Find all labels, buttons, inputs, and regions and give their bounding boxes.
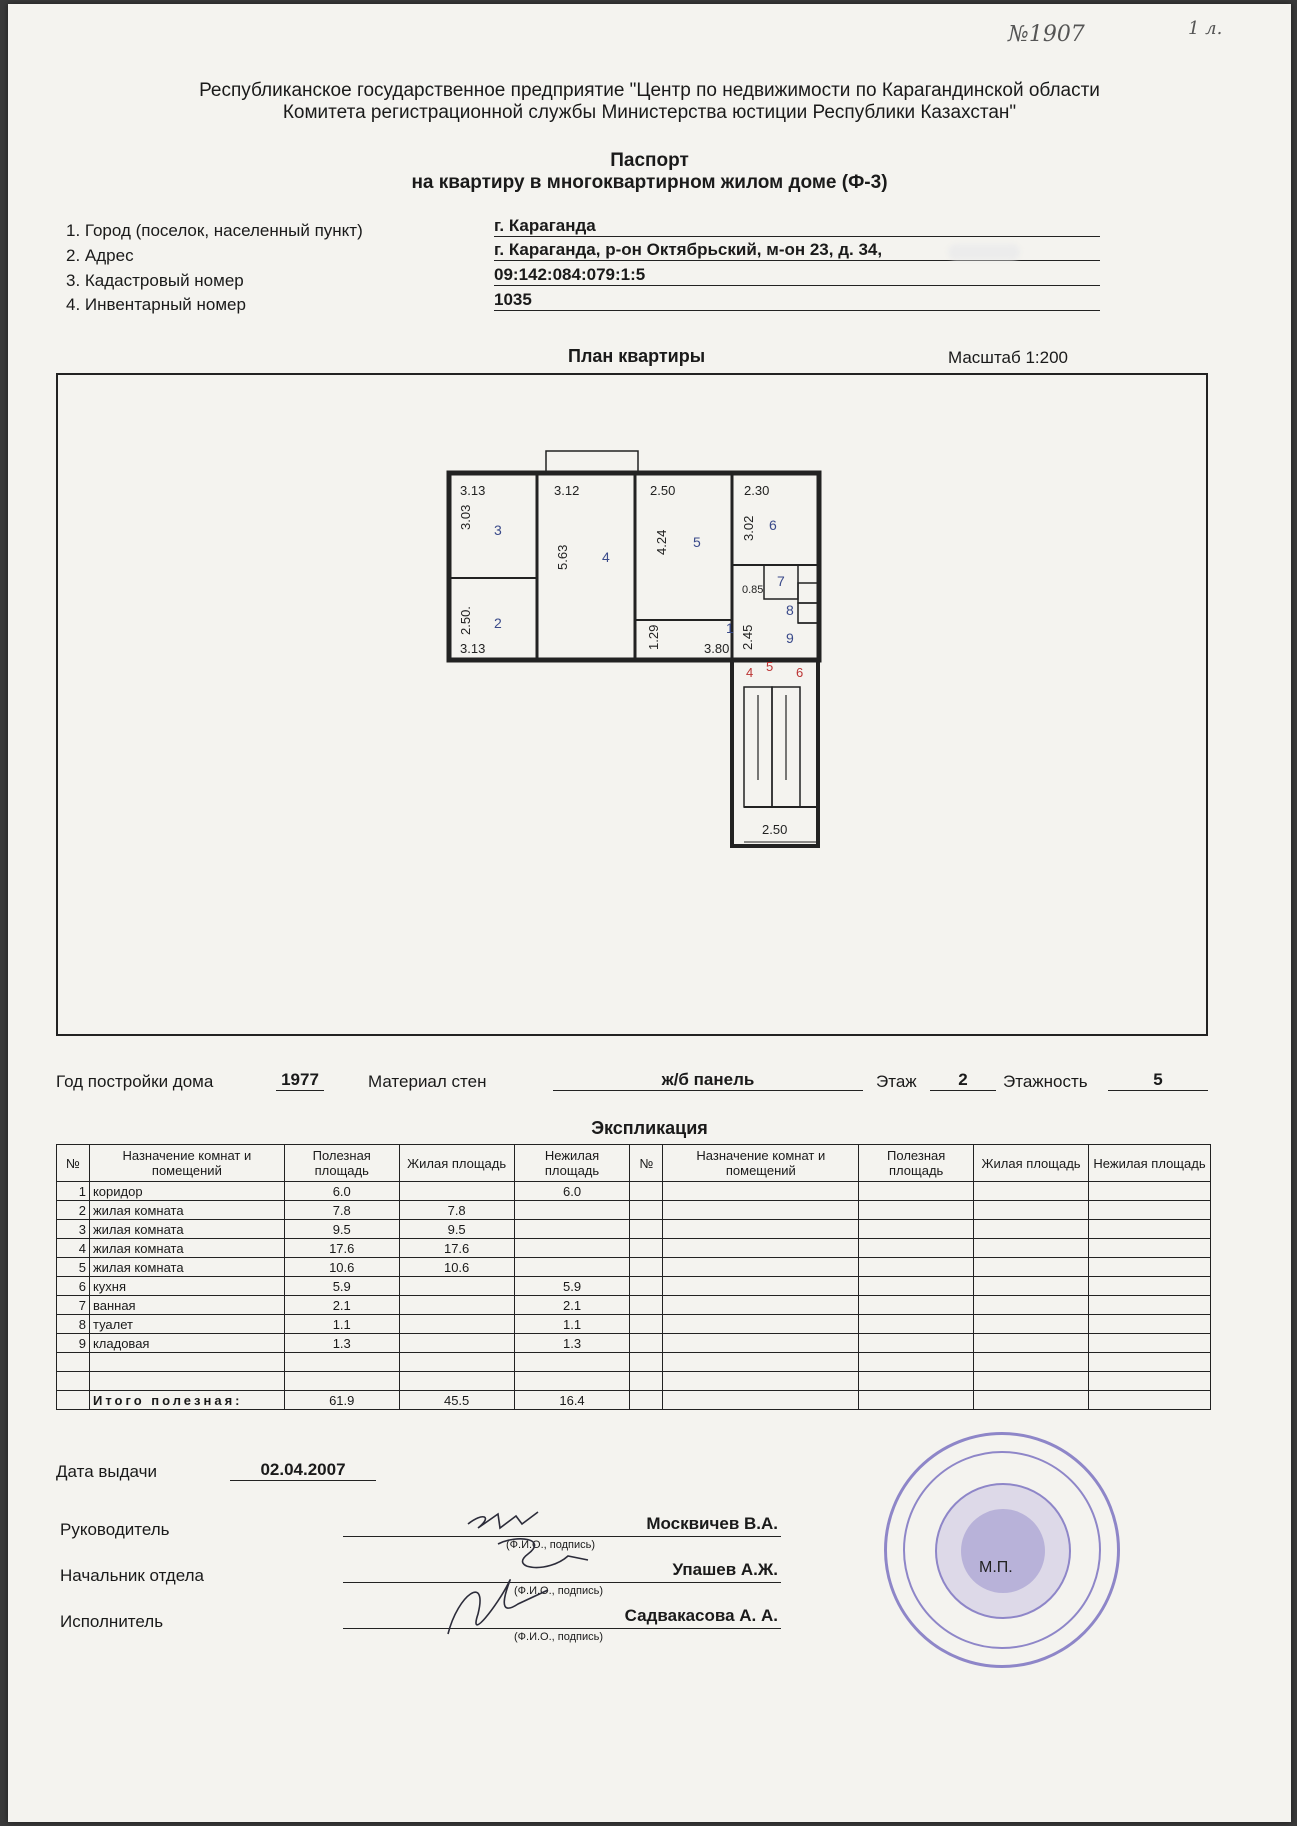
plan-dim: 1.29 — [646, 624, 661, 650]
plan-dim: 3.03 — [458, 504, 473, 530]
floors-value: 5 — [1108, 1070, 1208, 1091]
cell-useful: 1.1 — [284, 1315, 399, 1334]
signature-hint: (Ф.И.О., подпись) — [506, 1539, 596, 1551]
wall-label: Материал стен — [368, 1072, 487, 1091]
plan-scale: Масштаб 1:200 — [948, 348, 1068, 367]
cell-name: коридор — [89, 1182, 284, 1201]
cell-name: жилая комната — [89, 1239, 284, 1258]
cell-living: 9.5 — [399, 1220, 514, 1239]
cell-nonliving: 6.0 — [514, 1182, 630, 1201]
col-header: № — [57, 1145, 90, 1182]
col-header: Назначение комнат и помещений — [663, 1145, 859, 1182]
col-header: Нежилая площадь — [1089, 1145, 1211, 1182]
cell-living: 7.8 — [399, 1201, 514, 1220]
issue-date-label: Дата выдачи — [56, 1462, 157, 1481]
table-row — [57, 1296, 1211, 1315]
signature-role-head: Руководитель — [60, 1520, 170, 1539]
total-living: 45.5 — [399, 1391, 514, 1410]
table-row — [57, 1315, 1211, 1334]
cell-useful: 7.8 — [284, 1201, 399, 1220]
field-value-city: г. Караганда — [494, 216, 1100, 237]
cell-n: 8 — [57, 1315, 90, 1334]
cell-useful: 2.1 — [284, 1296, 399, 1315]
room-number: 1 — [726, 620, 734, 636]
wall-value: ж/б панель — [553, 1070, 863, 1091]
table-total-row — [57, 1391, 1211, 1410]
cell-useful: 5.9 — [284, 1277, 399, 1296]
cell-n: 6 — [57, 1277, 90, 1296]
field-value-address: г. Караганда, р-он Октябрьский, м-он 23, д. 34, — [494, 240, 1100, 261]
cell-name: туалет — [89, 1315, 284, 1334]
cell-name: ванная — [89, 1296, 284, 1315]
cell-n: 9 — [57, 1334, 90, 1353]
cell-living — [399, 1315, 514, 1334]
cell-name: кухня — [89, 1277, 284, 1296]
cell-useful: 17.6 — [284, 1239, 399, 1258]
cell-name: жилая комната — [89, 1220, 284, 1239]
plan-dim: 4.24 — [654, 529, 669, 555]
cell-n: 3 — [57, 1220, 90, 1239]
table-row — [57, 1277, 1211, 1296]
cell-useful: 10.6 — [284, 1258, 399, 1277]
cell-name: жилая комната — [89, 1258, 284, 1277]
signature-role-dept: Начальник отдела — [60, 1566, 204, 1585]
cell-n: 1 — [57, 1182, 90, 1201]
cell-name: жилая комната — [89, 1201, 284, 1220]
plan-dim: 2.50 — [762, 822, 788, 837]
cell-n: 4 — [57, 1239, 90, 1258]
stamp-mp: М.П. — [979, 1559, 1013, 1576]
cell-nonliving — [514, 1239, 630, 1258]
plan-dim: 5.63 — [555, 544, 570, 570]
field-label-address: 2. Адрес — [66, 246, 134, 265]
plan-dim: 3.13 — [460, 483, 486, 498]
cell-useful: 9.5 — [284, 1220, 399, 1239]
field-value-inventory: 1035 — [494, 290, 1100, 311]
cell-living: 17.6 — [399, 1239, 514, 1258]
plan-dim: 0.85 — [742, 584, 764, 596]
cell-living — [399, 1334, 514, 1353]
plan-dim: 2.45 — [740, 624, 755, 650]
organization-line1: Республиканское государственное предприятие "Центр по недвижимости по Карагандинской области — [199, 80, 1100, 101]
stair-mark: 6 — [796, 665, 804, 680]
signature-name-head: Москвичев В.А. — [646, 1514, 778, 1533]
room-number: 5 — [693, 534, 701, 550]
total-useful: 61.9 — [284, 1391, 399, 1410]
floor-value: 2 — [930, 1070, 996, 1091]
cell-living: 10.6 — [399, 1258, 514, 1277]
cell-living — [399, 1296, 514, 1315]
field-label-city: 1. Город (поселок, населенный пункт) — [66, 221, 363, 240]
issue-date-value: 02.04.2007 — [230, 1460, 376, 1481]
cell-useful: 1.3 — [284, 1334, 399, 1353]
room-number: 3 — [494, 522, 502, 538]
floors-label: Этажность — [1003, 1072, 1088, 1091]
explication-title: Экспликация — [591, 1118, 708, 1138]
room-number: 6 — [769, 517, 777, 533]
cell-nonliving: 1.1 — [514, 1315, 630, 1334]
cell-nonliving — [514, 1220, 630, 1239]
table-row — [57, 1201, 1211, 1220]
plan-dim: 3.02 — [741, 515, 756, 541]
field-value-cadastral: 09:142:084:079:1:5 — [494, 265, 1100, 286]
cell-nonliving — [514, 1201, 630, 1220]
room-number: 8 — [786, 602, 794, 618]
year-value: 1977 — [276, 1070, 324, 1091]
plan-dim: 2.30 — [744, 483, 770, 498]
cell-nonliving: 2.1 — [514, 1296, 630, 1315]
total-nonliving: 16.4 — [514, 1391, 630, 1410]
plan-dim: 3.13 — [460, 641, 486, 656]
signature-name-dept: Упашев А.Ж. — [672, 1560, 778, 1579]
table-row — [57, 1258, 1211, 1277]
floor-label: Этаж — [876, 1072, 917, 1091]
organization-line2: Комитета регистрационной службы Министерства юстиции Республики Казахстан" — [282, 102, 1017, 123]
signature-role-exec: Исполнитель — [60, 1612, 164, 1631]
cell-n: 5 — [57, 1258, 90, 1277]
table-row — [57, 1239, 1211, 1258]
document-page — [8, 4, 1291, 1822]
table-row — [57, 1182, 1211, 1201]
plan-dim: 3.80 — [704, 641, 730, 656]
floor-plan — [58, 375, 1206, 1034]
cell-nonliving: 1.3 — [514, 1334, 630, 1353]
cell-nonliving: 5.9 — [514, 1277, 630, 1296]
cell-n: 7 — [57, 1296, 90, 1315]
handwritten-mark: 1 л. — [1188, 18, 1223, 39]
cell-useful: 6.0 — [284, 1182, 399, 1201]
signature-hint: (Ф.И.О., подпись) — [514, 1631, 604, 1643]
room-number: 2 — [494, 615, 502, 631]
explication-table — [56, 1144, 1211, 1410]
field-label-inventory: 4. Инвентарный номер — [66, 295, 246, 314]
year-label: Год постройки дома — [56, 1072, 214, 1091]
table-row — [57, 1220, 1211, 1239]
table-row-empty — [57, 1353, 1211, 1372]
field-label-cadastral: 3. Кадастровый номер — [66, 271, 244, 290]
cell-nonliving — [514, 1258, 630, 1277]
plan-dim: 2.50 — [650, 483, 676, 498]
document-subtitle: на квартиру в многоквартирном жилом доме (Ф-3) — [411, 172, 888, 193]
signature-name-exec: Садвакасова А. А. — [624, 1606, 778, 1625]
col-header: Полезная площадь — [284, 1145, 399, 1182]
floor-plan-frame — [56, 373, 1208, 1036]
plan-title: План квартиры — [568, 346, 706, 366]
redaction-blur — [948, 244, 1020, 260]
table-row-empty — [57, 1372, 1211, 1391]
col-header: Полезная площадь — [859, 1145, 974, 1182]
plan-dim: 3.12 — [554, 483, 580, 498]
cell-living — [399, 1182, 514, 1201]
cell-n: 2 — [57, 1201, 90, 1220]
room-number: 4 — [602, 549, 610, 565]
signature-hint: (Ф.И.О., подпись) — [514, 1585, 604, 1597]
col-header: Жилая площадь — [399, 1145, 514, 1182]
col-header: Нежилая площадь — [514, 1145, 630, 1182]
stair-mark: 4 — [746, 665, 754, 680]
plan-dim: 2.50. — [458, 606, 473, 635]
table-row — [57, 1334, 1211, 1353]
room-number: 9 — [786, 630, 794, 646]
cell-living — [399, 1277, 514, 1296]
col-header: Назначение комнат и помещений — [89, 1145, 284, 1182]
col-header: Жилая площадь — [974, 1145, 1089, 1182]
cell-name: кладовая — [89, 1334, 284, 1353]
col-header: № — [630, 1145, 663, 1182]
handwritten-number: №1907 — [1008, 22, 1085, 47]
document-title: Паспорт — [610, 150, 689, 171]
stair-mark: 5 — [766, 659, 774, 674]
handwritten-signatures — [438, 1494, 658, 1654]
total-label: Итого полезная: — [89, 1391, 284, 1410]
official-stamp — [884, 1432, 1120, 1668]
room-number: 7 — [777, 573, 785, 589]
